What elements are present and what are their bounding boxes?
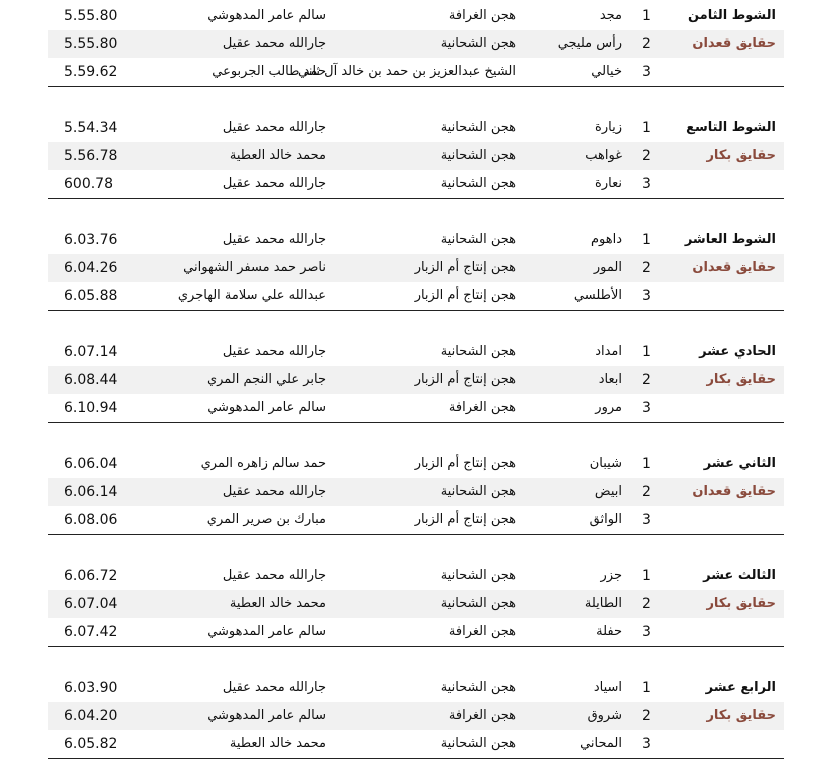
stable-name: هجن الغرافة (448, 624, 516, 639)
stable-name: هجن الشحانية (440, 36, 516, 51)
race-block (48, 2, 784, 87)
finish-time: 6.05.82 (64, 736, 118, 752)
camel-name: غواهب (585, 148, 622, 163)
stable-name: هجن الغرافة (448, 400, 516, 415)
owner-name: جابر علي النجم المري (206, 372, 326, 387)
camel-name: الواثق (589, 512, 622, 527)
owner-name: جارالله محمد عقيل (222, 120, 326, 135)
stable-name: هجن الشحانية (440, 680, 516, 695)
owner-name: سالم عامر المدهوشي (207, 708, 326, 723)
result-row (48, 30, 784, 58)
result-row (48, 170, 784, 198)
rank-number: 1 (642, 232, 651, 248)
owner-name: محمد خالد العطية (229, 148, 326, 163)
rank-number: 3 (642, 624, 651, 640)
camel-name: الطايلة (584, 596, 622, 611)
rank-number: 1 (642, 8, 651, 24)
camel-name: ابعاد (598, 372, 622, 387)
owner-name: سالم عامر المدهوشي (207, 400, 326, 415)
rank-number: 3 (642, 400, 651, 416)
race-title: الثاني عشر (703, 456, 776, 471)
finish-time: 5.54.34 (64, 120, 118, 136)
camel-name: زيارة (595, 120, 622, 135)
result-row (48, 366, 784, 394)
race-category: حقايق بكار (706, 708, 776, 723)
result-row (48, 282, 784, 310)
race-block (48, 114, 784, 199)
result-row (48, 730, 784, 758)
camel-name: شيبان (589, 456, 622, 471)
result-row (48, 618, 784, 646)
stable-name: هجن إنتاج أم الزبار (414, 288, 516, 303)
race-block (48, 450, 784, 535)
finish-time: 5.56.78 (64, 148, 118, 164)
race-category: حقايق قعدان (692, 484, 776, 499)
camel-name: اسياد (593, 680, 622, 695)
race-title: الشوط التاسع (686, 120, 776, 135)
stable-name: هجن الشحانية (440, 176, 516, 191)
result-row (48, 506, 784, 534)
camel-name: رأس مليجي (557, 36, 622, 51)
camel-name: شروق (587, 708, 622, 723)
stable-name: هجن إنتاج أم الزبار (414, 512, 516, 527)
rank-number: 1 (642, 456, 651, 472)
result-row (48, 562, 784, 590)
stable-name: هجن الشحانية (440, 568, 516, 583)
rank-number: 2 (642, 484, 651, 500)
finish-time: 6.04.26 (64, 260, 118, 276)
owner-name: جارالله محمد عقيل (222, 344, 326, 359)
stable-name: هجن الشحانية (440, 484, 516, 499)
rank-number: 3 (642, 512, 651, 528)
camel-name: داهوم (590, 232, 622, 247)
owner-name: محمد خالد العطية (229, 736, 326, 751)
rank-number: 1 (642, 120, 651, 136)
finish-time: 600.78 (64, 176, 113, 192)
finish-time: 6.04.20 (64, 708, 118, 724)
stable-name: هجن الشحانية (440, 596, 516, 611)
finish-time: 5.55.80 (64, 8, 118, 24)
camel-name: خيالي (591, 64, 622, 79)
finish-time: 6.07.04 (64, 596, 118, 612)
race-block (48, 226, 784, 311)
finish-time: 6.06.04 (64, 456, 118, 472)
stable-name: هجن الشحانية (440, 120, 516, 135)
stable-name: هجن إنتاج أم الزبار (414, 372, 516, 387)
owner-name: مبارك بن صرير المري (206, 512, 326, 527)
result-row (48, 702, 784, 730)
stable-name: هجن الشحانية (440, 148, 516, 163)
finish-time: 6.05.88 (64, 288, 118, 304)
result-row (48, 254, 784, 282)
finish-time: 6.06.14 (64, 484, 118, 500)
result-row (48, 58, 784, 86)
result-row (48, 2, 784, 30)
stable-name: هجن الشحانية (440, 736, 516, 751)
race-title: الشوط العاشر (684, 232, 776, 247)
rank-number: 3 (642, 288, 651, 304)
result-row (48, 590, 784, 618)
rank-number: 2 (642, 148, 651, 164)
owner-name: جارالله محمد عقيل (222, 176, 326, 191)
camel-name: مجد (599, 8, 622, 23)
owner-name: سالم عامر المدهوشي (207, 624, 326, 639)
stable-name: هجن إنتاج أم الزبار (414, 456, 516, 471)
camel-name: المحاني (580, 736, 622, 751)
finish-time: 5.59.62 (64, 64, 118, 80)
result-row (48, 674, 784, 702)
owner-name: حمد طالب الجربوعي (212, 64, 326, 79)
owner-name: حمد سالم زاهره المري (200, 456, 326, 471)
finish-time: 6.07.42 (64, 624, 118, 640)
camel-name: حفلة (596, 624, 622, 639)
owner-name: جارالله محمد عقيل (222, 484, 326, 499)
result-row (48, 450, 784, 478)
finish-time: 6.08.44 (64, 372, 118, 388)
finish-time: 6.07.14 (64, 344, 118, 360)
finish-time: 6.03.90 (64, 680, 118, 696)
race-title: الثالث عشر (703, 568, 776, 583)
camel-name: مرور (595, 400, 622, 415)
stable-name: هجن إنتاج أم الزبار (414, 260, 516, 275)
result-row (48, 114, 784, 142)
rank-number: 2 (642, 708, 651, 724)
stable-name: هجن الغرافة (448, 8, 516, 23)
result-row (48, 478, 784, 506)
finish-time: 6.03.76 (64, 232, 118, 248)
stable-name: هجن الشحانية (440, 232, 516, 247)
race-title: الرابع عشر (705, 680, 776, 695)
owner-name: جارالله محمد عقيل (222, 232, 326, 247)
result-row (48, 142, 784, 170)
race-category: حقايق بكار (706, 148, 776, 163)
rank-number: 2 (642, 596, 651, 612)
race-category: حقايق بكار (706, 596, 776, 611)
result-row (48, 394, 784, 422)
rank-number: 2 (642, 372, 651, 388)
rank-number: 3 (642, 64, 651, 80)
finish-time: 6.06.72 (64, 568, 118, 584)
owner-name: جارالله محمد عقيل (222, 36, 326, 51)
race-title: الحادي عشر (699, 344, 776, 359)
race-block (48, 338, 784, 423)
rank-number: 1 (642, 680, 651, 696)
camel-name: الأطلسي (573, 288, 622, 303)
result-row (48, 226, 784, 254)
camel-name: امداد (595, 344, 622, 359)
owner-name: عبدالله علي سلامة الهاجري (177, 288, 326, 303)
finish-time: 5.55.80 (64, 36, 118, 52)
camel-name: ابيض (594, 484, 622, 499)
rank-number: 3 (642, 736, 651, 752)
stable-name: هجن الغرافة (448, 708, 516, 723)
owner-name: جارالله محمد عقيل (222, 680, 326, 695)
race-title: الشوط الثامن (687, 8, 776, 23)
race-block (48, 562, 784, 647)
race-category: حقايق قعدان (692, 260, 776, 275)
rank-number: 3 (642, 176, 651, 192)
race-block (48, 674, 784, 759)
stable-name: الشيخ عبدالعزيز بن حمد بن خالد آل ثاني (298, 64, 516, 79)
rank-number: 2 (642, 260, 651, 276)
owner-name: سالم عامر المدهوشي (207, 8, 326, 23)
finish-time: 6.10.94 (64, 400, 118, 416)
rank-number: 2 (642, 36, 651, 52)
finish-time: 6.08.06 (64, 512, 118, 528)
stable-name: هجن الشحانية (440, 344, 516, 359)
rank-number: 1 (642, 344, 651, 360)
owner-name: ناصر حمد مسفر الشهواني (183, 260, 326, 275)
owner-name: محمد خالد العطية (229, 596, 326, 611)
camel-name: المور (593, 260, 622, 275)
race-category: حقايق بكار (706, 372, 776, 387)
camel-name: نعارة (595, 176, 622, 191)
race-category: حقايق قعدان (692, 36, 776, 51)
rank-number: 1 (642, 568, 651, 584)
result-row (48, 338, 784, 366)
owner-name: جارالله محمد عقيل (222, 568, 326, 583)
camel-name: جزر (600, 568, 622, 583)
